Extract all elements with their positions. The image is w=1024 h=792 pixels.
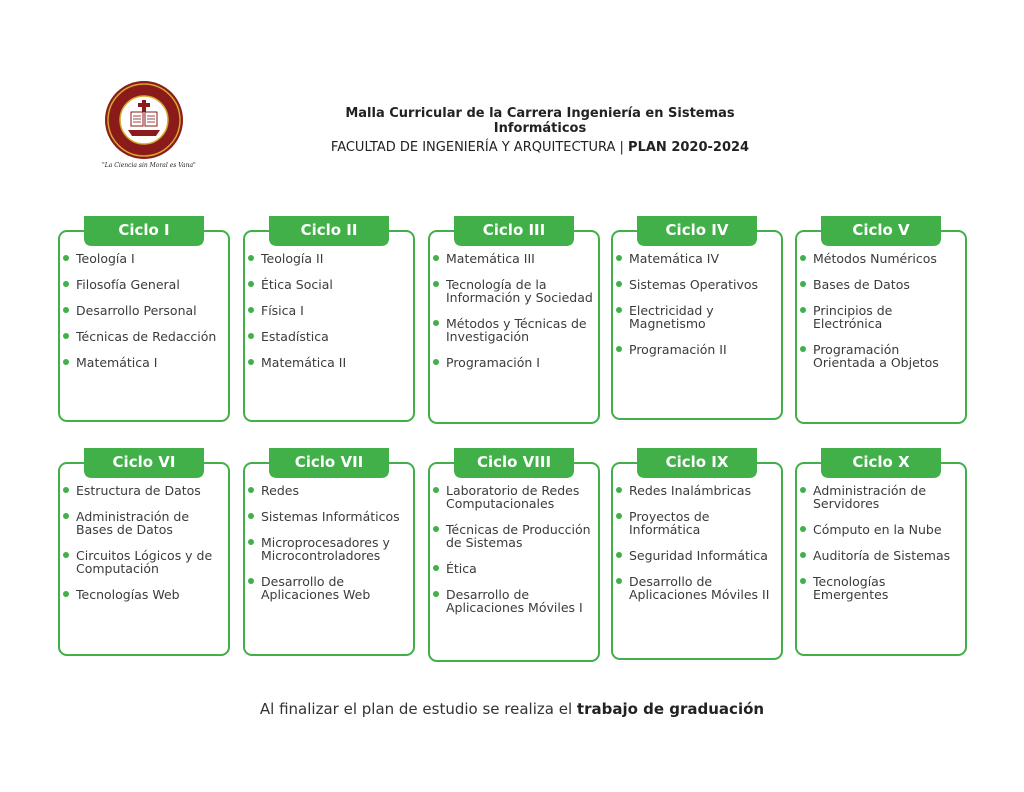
course-item: Sistemas Operativos xyxy=(611,278,779,291)
cycle-card xyxy=(243,216,413,420)
course-item: Principios de Electrónica xyxy=(795,304,963,330)
course-item: Técnicas de Producción de Sistemas xyxy=(428,523,596,549)
course-item: Electricidad y Magnetismo xyxy=(611,304,779,330)
graduation-work: trabajo de graduación xyxy=(576,700,765,718)
cycle-title: Ciclo V xyxy=(852,221,910,239)
course-item: Redes Inalámbricas xyxy=(611,484,779,497)
course-item: Métodos y Técnicas de Investigación xyxy=(428,317,596,343)
cycle-tab xyxy=(84,448,204,478)
cycle-tab xyxy=(821,216,941,246)
course-item: Tecnología de la Información y Sociedad xyxy=(428,278,596,304)
course-item: Teología II xyxy=(243,252,411,265)
course-item: Programación II xyxy=(611,343,779,356)
course-item: Filosofía General xyxy=(58,278,226,291)
course-list xyxy=(243,484,411,614)
course-list xyxy=(58,484,226,614)
course-item: Bases de Datos xyxy=(795,278,963,291)
course-list xyxy=(428,252,596,382)
graduation-note-text: Al finalizar el plan de estudio se realiza el xyxy=(259,700,577,718)
cycle-tab xyxy=(84,216,204,246)
course-item: Estadística xyxy=(243,330,411,343)
course-item: Administración de Bases de Datos xyxy=(58,510,226,536)
faculty-name: FACULTAD DE INGENIERÍA Y ARQUITECTURA | xyxy=(330,140,629,155)
cycle-card xyxy=(611,216,781,418)
course-item: Matemática III xyxy=(428,252,596,265)
course-item: Desarrollo Personal xyxy=(58,304,226,317)
cycle-title: Ciclo IX xyxy=(665,453,729,471)
cycle-card xyxy=(428,448,598,660)
plan-years: PLAN 2020-2024 xyxy=(628,140,750,155)
course-item: Auditoría de Sistemas xyxy=(795,549,963,562)
logo-motto: "La Ciencia sin Moral es Vana" xyxy=(102,162,196,169)
course-item: Tecnologías Emergentes xyxy=(795,575,963,601)
course-item: Seguridad Informática xyxy=(611,549,779,562)
document-title: Malla Curricular de la Carrera Ingeniería en Sistemas Informáticos xyxy=(345,106,735,136)
course-item: Proyectos de Informática xyxy=(611,510,779,536)
cycle-tab xyxy=(637,448,757,478)
course-item: Estructura de Datos xyxy=(58,484,226,497)
course-item: Desarrollo de Aplicaciones Móviles II xyxy=(611,575,779,601)
cycle-card xyxy=(611,448,781,658)
course-list xyxy=(795,252,963,382)
cycle-title: Ciclo X xyxy=(852,453,910,471)
course-list xyxy=(243,252,411,382)
cycle-title: Ciclo II xyxy=(300,221,358,239)
course-item: Programación Orientada a Objetos xyxy=(795,343,963,369)
cycle-tab xyxy=(269,216,389,246)
course-list xyxy=(611,252,779,369)
cycle-tab xyxy=(637,216,757,246)
course-item: Desarrollo de Aplicaciones Móviles I xyxy=(428,588,596,614)
course-item: Ética xyxy=(428,562,596,575)
course-item: Matemática IV xyxy=(611,252,779,265)
course-item: Sistemas Informáticos xyxy=(243,510,411,523)
cycle-tab xyxy=(454,216,574,246)
cycle-card xyxy=(795,216,965,422)
course-item: Tecnologías Web xyxy=(58,588,226,601)
course-item: Ética Social xyxy=(243,278,411,291)
course-item: Administración de Servidores xyxy=(795,484,963,510)
course-list xyxy=(611,484,779,614)
cycle-card xyxy=(58,448,228,654)
course-item: Circuitos Lógicos y de Computación xyxy=(58,549,226,575)
document-header xyxy=(300,106,780,155)
cycle-title: Ciclo IV xyxy=(665,221,729,239)
course-item: Técnicas de Redacción xyxy=(58,330,226,343)
cycle-tab xyxy=(269,448,389,478)
course-item: Matemática II xyxy=(243,356,411,369)
cycle-title: Ciclo III xyxy=(482,221,546,239)
cycle-card xyxy=(795,448,965,654)
cycle-card xyxy=(58,216,228,420)
cycle-title: Ciclo VI xyxy=(112,453,176,471)
course-item: Física I xyxy=(243,304,411,317)
course-item: Laboratorio de Redes Computacionales xyxy=(428,484,596,510)
cycle-tab xyxy=(821,448,941,478)
cycle-title: Ciclo VII xyxy=(294,453,364,471)
course-item: Métodos Numéricos xyxy=(795,252,963,265)
course-list xyxy=(58,252,226,382)
cycle-card xyxy=(243,448,413,654)
course-item: Teología I xyxy=(58,252,226,265)
graduation-note xyxy=(0,700,1024,718)
cycle-tab xyxy=(454,448,574,478)
course-item: Matemática I xyxy=(58,356,226,369)
university-seal-logo xyxy=(104,80,184,160)
course-item: Desarrollo de Aplicaciones Web xyxy=(243,575,411,601)
cycle-title: Ciclo I xyxy=(118,221,170,239)
course-list xyxy=(428,484,596,627)
cycle-card xyxy=(428,216,598,422)
course-item: Cómputo en la Nube xyxy=(795,523,963,536)
course-item: Redes xyxy=(243,484,411,497)
course-item: Programación I xyxy=(428,356,596,369)
course-list xyxy=(795,484,963,614)
cycle-title: Ciclo VIII xyxy=(476,453,552,471)
document-subtitle xyxy=(300,140,780,155)
course-item: Microprocesadores y Microcontroladores xyxy=(243,536,411,562)
